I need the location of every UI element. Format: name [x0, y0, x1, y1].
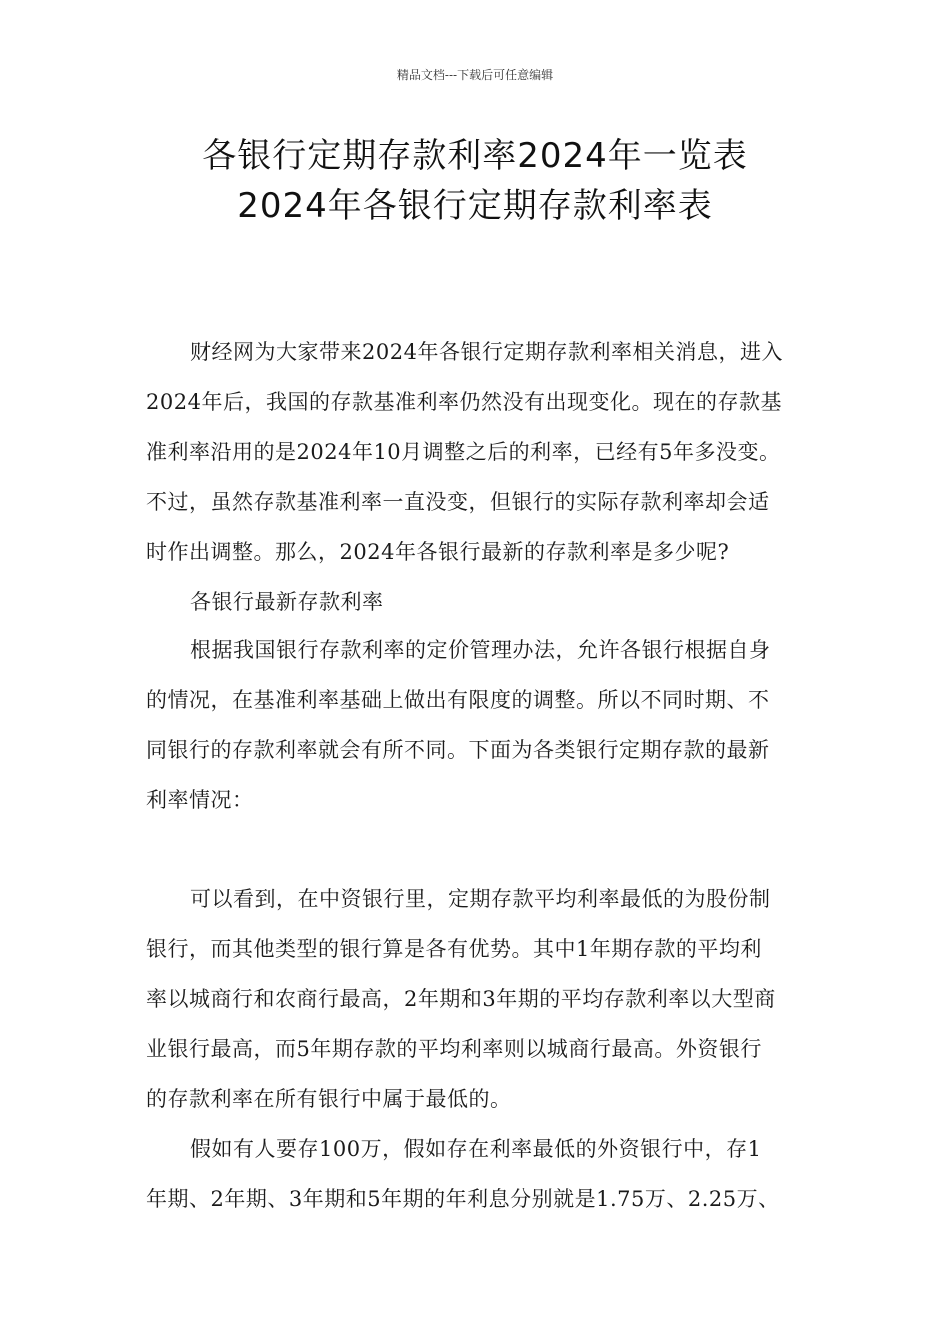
paragraph-2-line-4: 利率情况： [146, 788, 254, 812]
document-title-line-1: 各银行定期存款利率2024年一览表 [202, 136, 748, 176]
paragraph-3-line-3: 率以城商行和农商行最高，2年期和3年期的平均存款利率以大型商 [146, 987, 776, 1011]
paragraph-2-line-1: 根据我国银行存款利率的定价管理办法，允许各银行根据自身 [190, 638, 771, 662]
paragraph-2-line-3: 同银行的存款利率就会有所不同。下面为各类银行定期存款的最新 [146, 738, 770, 762]
paragraph-4-line-1: 假如有人要存100万，假如存在利率最低的外资银行中，存1 [190, 1137, 762, 1161]
paragraph-3-line-2: 银行，而其他类型的银行算是各有优势。其中1年期存款的平均利 [146, 937, 762, 961]
paragraph-1-line-1: 财经网为大家带来2024年各银行定期存款利率相关消息，进入 [190, 340, 783, 364]
paragraph-1-line-5: 时作出调整。那么，2024年各银行最新的存款利率是多少呢? [146, 540, 730, 564]
paragraph-4-line-2: 年期、2年期、3年期和5年期的年利息分别就是1.75万、2.25万、 [146, 1187, 780, 1211]
paragraph-3-line-1: 可以看到，在中资银行里，定期存款平均利率最低的为股份制 [190, 887, 771, 911]
section-heading: 各银行最新存款利率 [190, 590, 384, 614]
paragraph-1-line-3: 准利率沿用的是2024年10月调整之后的利率，已经有5年多没变。 [146, 440, 781, 464]
document-title-line-2: 2024年各银行定期存款利率表 [237, 186, 713, 226]
paragraph-3-line-5: 的存款利率在所有银行中属于最低的。 [146, 1087, 512, 1111]
paragraph-1-line-4: 不过，虽然存款基准利率一直没变，但银行的实际存款利率却会适 [146, 490, 770, 514]
paragraph-3-line-4: 业银行最高，而5年期存款的平均利率则以城商行最高。外资银行 [146, 1037, 762, 1061]
header-note: 精品文档---下载后可任意编辑 [396, 68, 554, 82]
paragraph-2-line-2: 的情况，在基准利率基础上做出有限度的调整。所以不同时期、不 [146, 688, 770, 712]
paragraph-1-line-2: 2024年后，我国的存款基准利率仍然没有出现变化。现在的存款基 [146, 390, 782, 414]
